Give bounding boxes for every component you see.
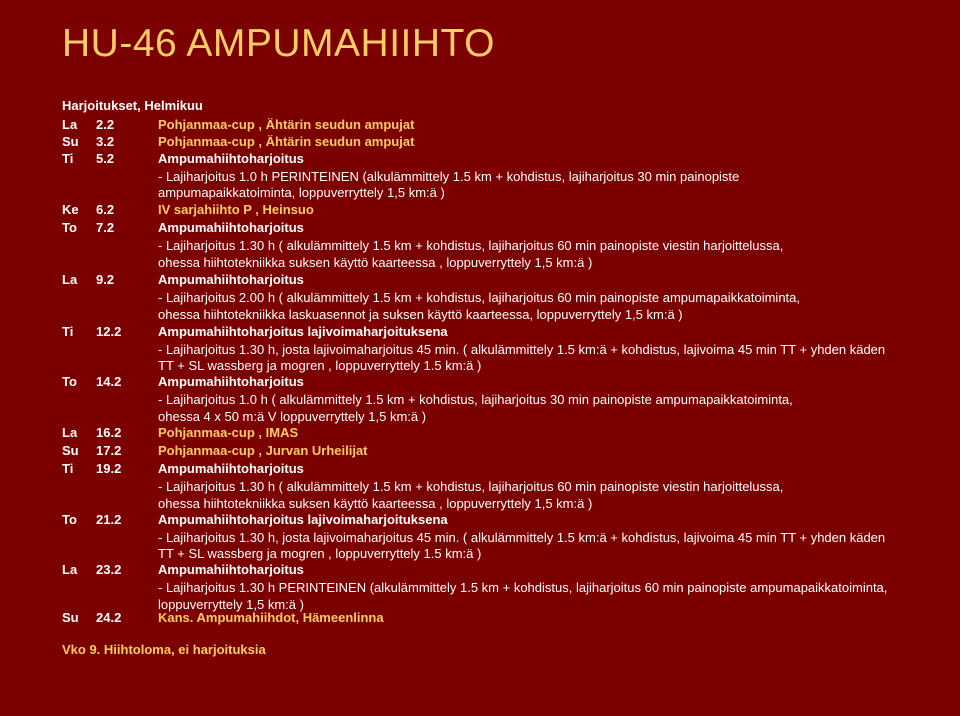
entry-day: To xyxy=(62,220,77,235)
entry-date: 5.2 xyxy=(96,151,115,166)
entry-date: 14.2 xyxy=(96,374,122,389)
entry-day: Ti xyxy=(62,461,74,476)
entry-day: Ke xyxy=(62,202,79,217)
entry-heading: Ampumahiihtoharjoitus xyxy=(158,562,304,577)
entry-date: 2.2 xyxy=(96,117,115,132)
entry-day: To xyxy=(62,512,77,527)
entry-date: 19.2 xyxy=(96,461,122,476)
entry-detail-line: ampumapaikkatoiminta, loppuverryttely 1,5 km:ä ) xyxy=(158,185,445,200)
entry-day: La xyxy=(62,272,78,287)
entry-detail-line: - Lajiharjoitus 1.0 h PERINTEINEN (alkulämmittely 1.5 km + kohdistus, lajiharjoitus 30 min painopiste xyxy=(158,169,740,184)
entry-day: La xyxy=(62,117,78,132)
entry-detail-line: - Lajiharjoitus 1.30 h ( alkulämmittely 1.5 km + kohdistus, lajiharjoitus 60 min painopiste viestin harjoittelussa, xyxy=(158,238,784,253)
entry-date: 3.2 xyxy=(96,134,115,149)
entry-heading: Ampumahiihtoharjoitus xyxy=(158,272,304,287)
entry-date: 24.2 xyxy=(96,610,122,625)
entry-date: 6.2 xyxy=(96,202,115,217)
entry-date: 7.2 xyxy=(96,220,115,235)
entry-day: To xyxy=(62,374,77,389)
entry-detail-line: ohessa hiihtotekniikka laskuasennot ja suksen käyttö kaarteessa, loppuverryttely 1,5 km:ä ) xyxy=(158,307,683,322)
entry-detail-line: loppuverryttely 1,5 km:ä ) xyxy=(158,597,304,612)
entry-detail-line: ohessa 4 x 50 m:ä V loppuverryttely 1,5 km:ä ) xyxy=(158,409,427,424)
entry-detail-line: - Lajiharjoitus 1.30 h, josta lajivoimaharjoitus 45 min. ( alkulämmittely 1.5 km:ä + kohdistus, lajivoima 45 min TT + yhden käden xyxy=(158,342,886,357)
entry-day: La xyxy=(62,562,78,577)
entry-day: Ti xyxy=(62,324,74,339)
entry-heading: Ampumahiihtoharjoitus xyxy=(158,461,304,476)
entry-detail-line: - Lajiharjoitus 1.0 h ( alkulämmittely 1.5 km + kohdistus, lajiharjoitus 30 min painopiste ampumapaikkatoiminta, xyxy=(158,392,793,407)
entry-day: Su xyxy=(62,134,79,149)
entry-detail-line: - Lajiharjoitus 1.30 h PERINTEINEN (alkulämmittely 1.5 km + kohdistus, lajiharjoitus 60 min painopiste ampumapaikkatoiminta, xyxy=(158,580,888,595)
entry-date: 21.2 xyxy=(96,512,122,527)
entry-date: 23.2 xyxy=(96,562,122,577)
entry-heading: IV sarjahiihto P , Heinsuo xyxy=(158,202,314,217)
entry-detail-line: TT + SL wassberg ja mogren , loppuverryttely 1.5 km:ä ) xyxy=(158,358,482,373)
entry-day: Ti xyxy=(62,151,74,166)
entry-heading: Kans. Ampumahiihdot, Hämeenlinna xyxy=(158,610,384,625)
entry-detail-line: ohessa hiihtotekniikka suksen käyttö kaarteessa , loppuverryttely 1,5 km:ä ) xyxy=(158,496,593,511)
entry-heading: Pohjanmaa-cup , IMAS xyxy=(158,425,299,440)
footer-note: Vko 9. Hiihtoloma, ei harjoituksia xyxy=(62,642,266,657)
entry-date: 17.2 xyxy=(96,443,122,458)
entry-detail-line: - Lajiharjoitus 1.30 h, josta lajivoimaharjoitus 45 min. ( alkulämmittely 1.5 km:ä + kohdistus, lajivoima 45 min TT + yhden käden xyxy=(158,530,886,545)
entry-date: 16.2 xyxy=(96,425,122,440)
page-title: HU-46 AMPUMAHIIHTO xyxy=(62,22,496,65)
entry-heading: Ampumahiihtoharjoitus xyxy=(158,220,304,235)
entry-heading: Ampumahiihtoharjoitus xyxy=(158,374,304,389)
page-subtitle: Harjoitukset, Helmikuu xyxy=(62,98,203,113)
entry-heading: Ampumahiihtoharjoitus xyxy=(158,151,304,166)
entry-date: 12.2 xyxy=(96,324,122,339)
entry-detail-line: TT + SL wassberg ja mogren , loppuverryttely 1.5 km:ä ) xyxy=(158,546,482,561)
entry-heading: Pohjanmaa-cup , Ähtärin seudun ampujat xyxy=(158,134,415,149)
entry-day: Su xyxy=(62,610,79,625)
entry-detail-line: - Lajiharjoitus 1.30 h ( alkulämmittely 1.5 km + kohdistus, lajiharjoitus 60 min painopiste viestin harjoittelussa, xyxy=(158,479,784,494)
entry-day: Su xyxy=(62,443,79,458)
entry-heading: Ampumahiihtoharjoitus lajivoimaharjoituksena xyxy=(158,324,448,339)
entry-detail-line: ohessa hiihtotekniikka suksen käyttö kaarteessa , loppuverryttely 1,5 km:ä ) xyxy=(158,255,593,270)
entry-heading: Pohjanmaa-cup , Jurvan Urheilijat xyxy=(158,443,368,458)
entry-detail-line: - Lajiharjoitus 2.00 h ( alkulämmittely 1.5 km + kohdistus, lajiharjoitus 60 min painopiste ampumapaikkatoiminta, xyxy=(158,290,801,305)
entry-date: 9.2 xyxy=(96,272,115,287)
entry-heading: Ampumahiihtoharjoitus lajivoimaharjoituksena xyxy=(158,512,448,527)
entry-day: La xyxy=(62,425,78,440)
entry-heading: Pohjanmaa-cup , Ähtärin seudun ampujat xyxy=(158,117,415,132)
